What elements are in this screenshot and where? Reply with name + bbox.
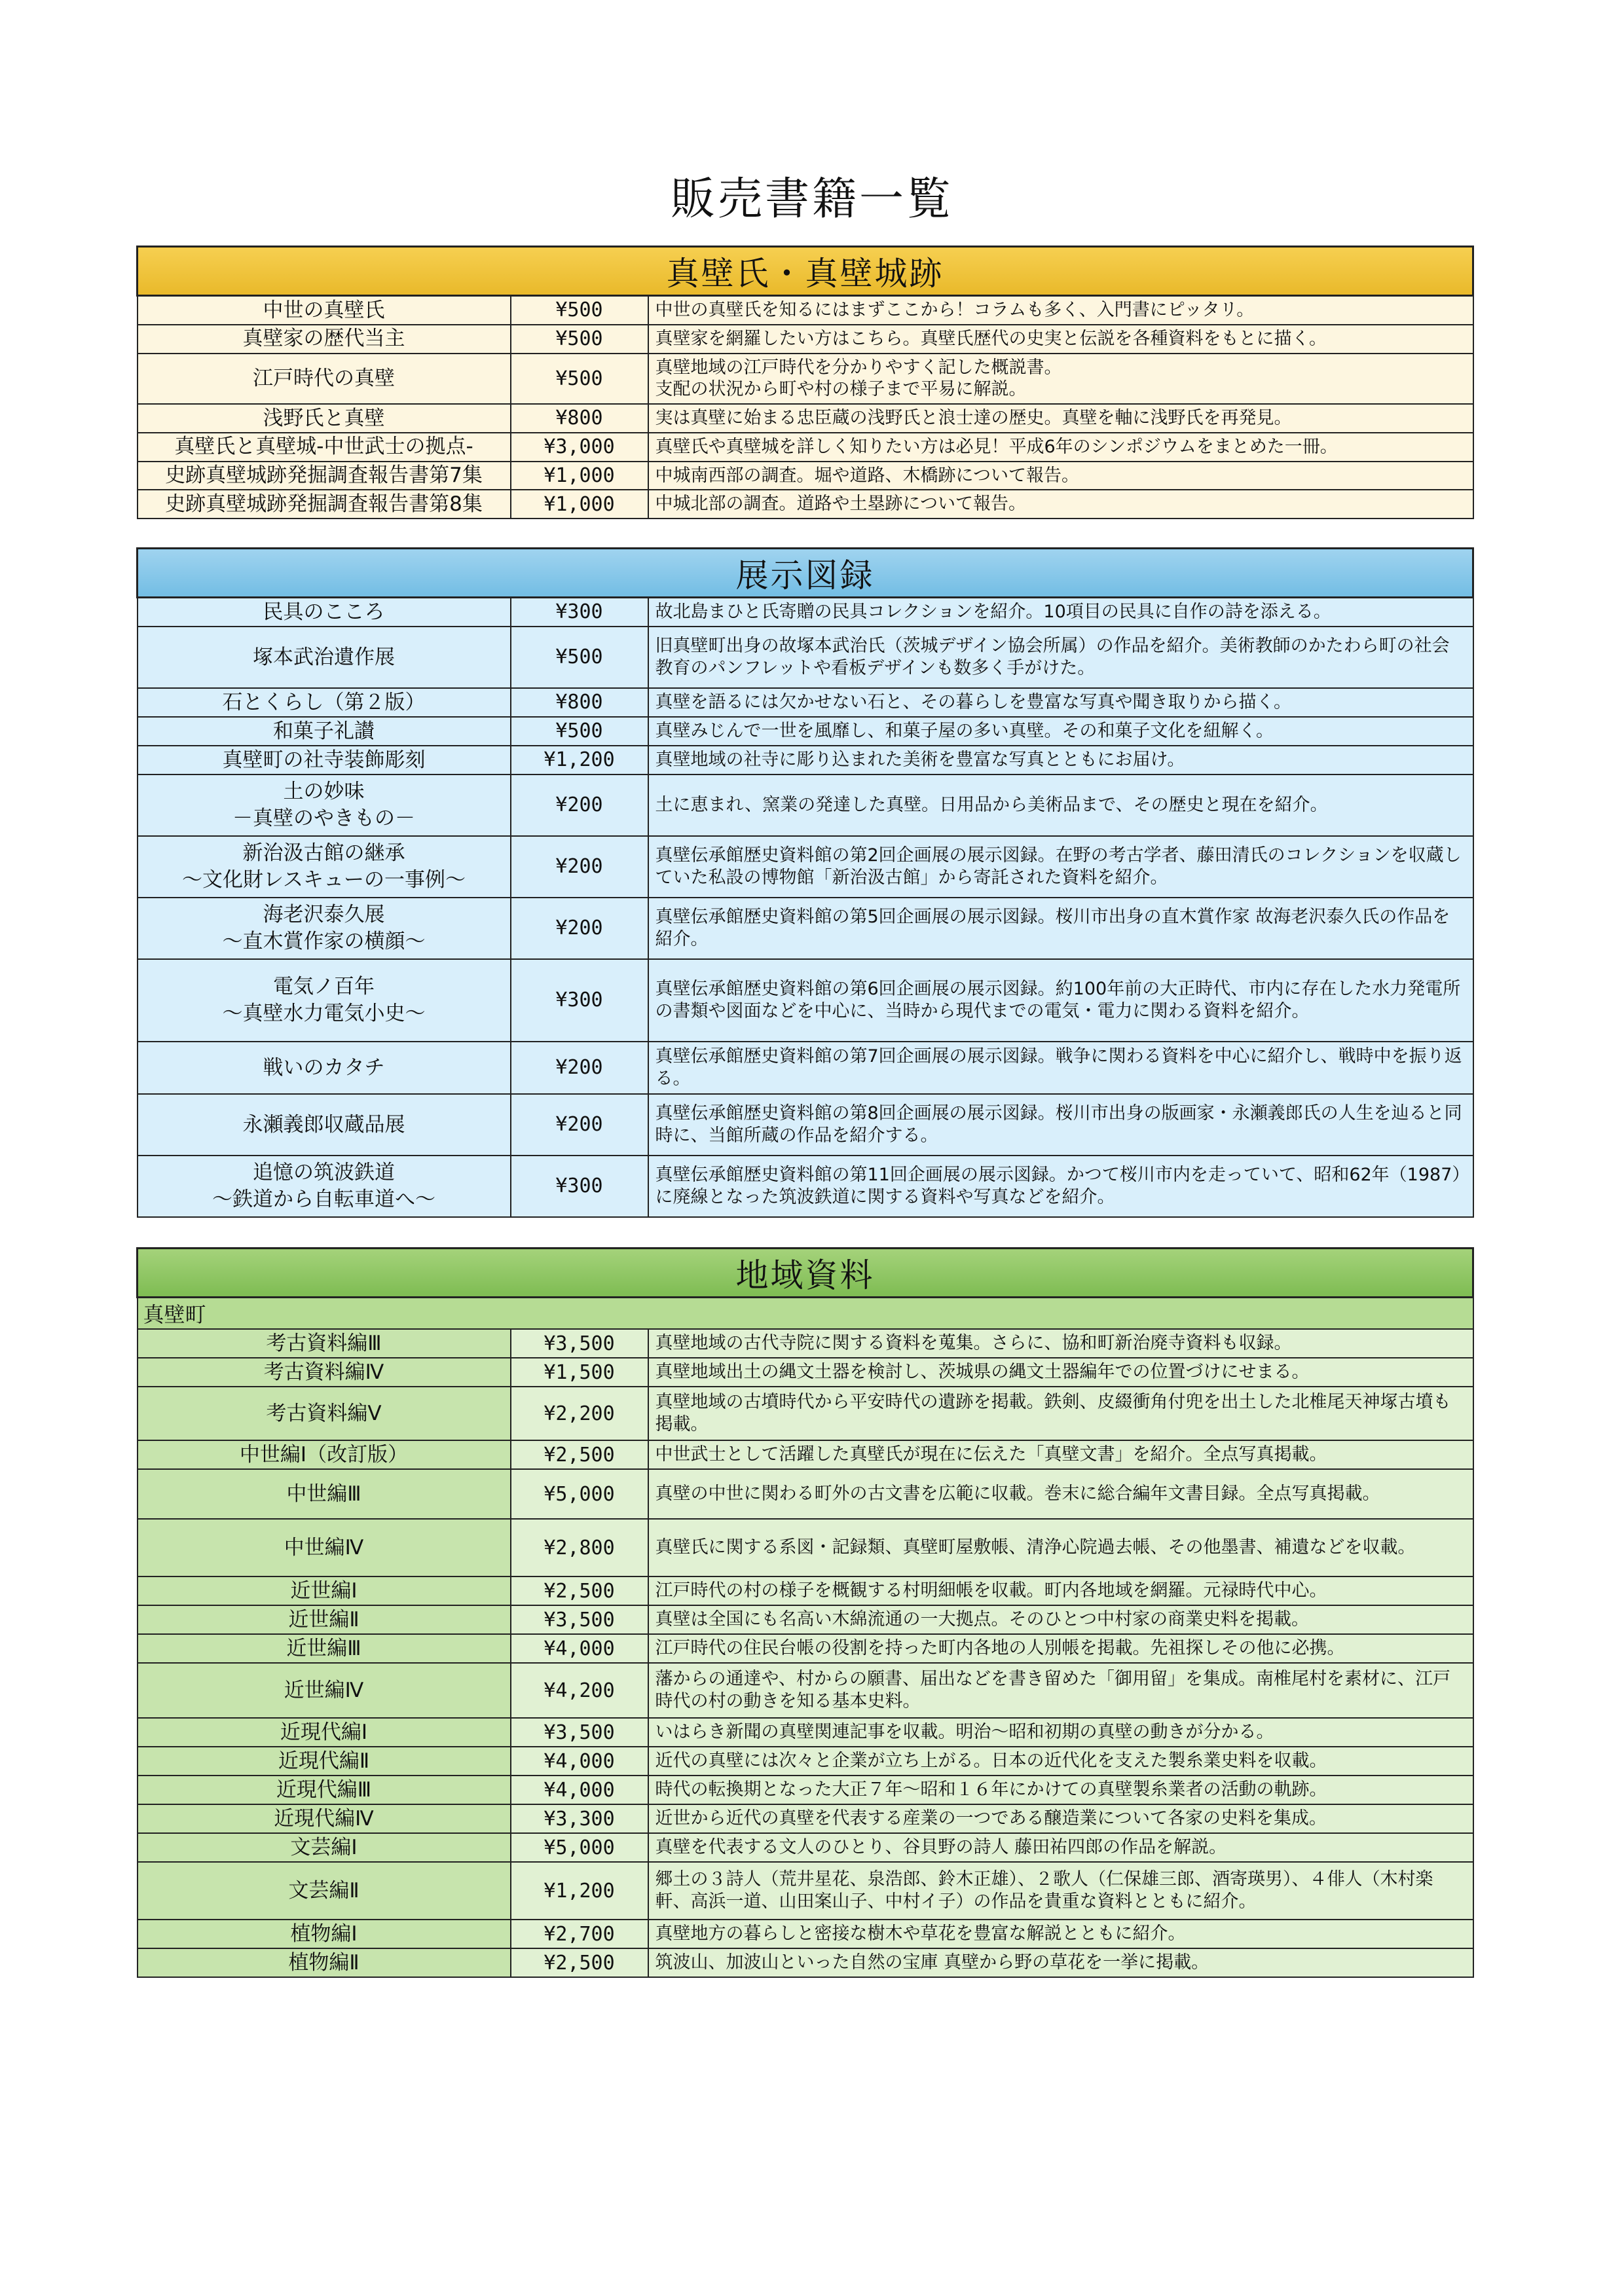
book-title: 追憶の筑波鉄道 ～鉄道から自転車道へ～ [138, 1156, 511, 1217]
book-price: ¥4,200 [511, 1663, 648, 1718]
section-exhibition-catalogs [136, 547, 1472, 1218]
book-description: 旧真壁町出身の故塚本武治氏（茨城デザイン協会所属）の作品を紹介。美術教師のかたわら町の社会教育のパンフレットや看板デザインも数多く手がけた。 [648, 627, 1473, 688]
book-title: 文芸編Ⅱ [138, 1862, 511, 1920]
book-price: ¥3,000 [511, 433, 648, 462]
book-price: ¥4,000 [511, 1776, 648, 1804]
book-title: 考古資料編Ⅳ [138, 1358, 511, 1387]
regional-row [138, 1329, 1473, 1358]
book-row [138, 325, 1473, 354]
book-price: ¥1,000 [511, 490, 648, 519]
regional-row [138, 1718, 1473, 1747]
book-description: 故北島まひと氏寄贈の民具コレクションを紹介。10項目の民具に自作の詩を添える。 [648, 598, 1473, 627]
regional-row [138, 1948, 1473, 1977]
regional-row [138, 1862, 1473, 1920]
book-title: 考古資料編Ⅴ [138, 1387, 511, 1440]
book-price: ¥1,200 [511, 1862, 648, 1920]
catalog-row [138, 627, 1473, 688]
book-title: 史跡真壁城跡発掘調査報告書第8集 [138, 490, 511, 519]
catalog-row [138, 717, 1473, 746]
book-title: 真壁氏と真壁城-中世武士の拠点- [138, 433, 511, 462]
regional-row [138, 1358, 1473, 1387]
book-price: ¥4,000 [511, 1747, 648, 1776]
book-title: 文芸編Ⅰ [138, 1833, 511, 1862]
book-title: 江戸時代の真壁 [138, 354, 511, 405]
book-table [136, 1247, 1474, 1978]
book-price: ¥4,000 [511, 1634, 648, 1663]
regional-row [138, 1634, 1473, 1663]
book-price: ¥3,500 [511, 1718, 648, 1747]
book-description: 藩からの通達や、村からの願書、届出などを書き留めた「御用留」を集成。南椎尾村を素材に、江戸時代の村の動きを知る基本史料。 [648, 1663, 1473, 1718]
book-description: 江戸時代の村の様子を概観する村明細帳を収載。町内各地域を網羅。元禄時代中心。 [648, 1576, 1473, 1605]
book-title: 和菓子礼讃 [138, 717, 511, 746]
book-price: ¥500 [511, 325, 648, 354]
book-title: 中世編Ⅳ [138, 1519, 511, 1576]
book-description: 真壁地域の古代寺院に関する資料を蒐集。さらに、協和町新治廃寺資料も収録。 [648, 1329, 1473, 1358]
book-price: ¥300 [511, 1156, 648, 1217]
catalog-row [138, 836, 1473, 898]
book-description: 土に恵まれ、窯業の発達した真壁。日用品から美術品まで、その歴史と現在を紹介。 [648, 774, 1473, 836]
book-description: 真壁氏や真壁城を詳しく知りたい方は必見！平成6年のシンポジウムをまとめた一冊。 [648, 433, 1473, 462]
book-price: ¥500 [511, 717, 648, 746]
book-description: 真壁地域の江戸時代を分かりやすく記した概説書。 支配の状況から町や村の様子まで平易に解説。 [648, 354, 1473, 405]
book-title: 電気ノ百年 ～真壁水力電気小史～ [138, 959, 511, 1042]
section-header: 展示図録 [138, 549, 1473, 598]
book-description: 中城北部の調査。道路や土塁跡について報告。 [648, 490, 1473, 519]
book-price: ¥5,000 [511, 1833, 648, 1862]
book-title: 塚本武治遺作展 [138, 627, 511, 688]
section-header: 地域資料 [138, 1248, 1473, 1298]
book-description: 真壁を語るには欠かせない石と、その暮らしを豊富な写真や聞き取りから描く。 [648, 688, 1473, 717]
section-regional-materials [136, 1247, 1472, 1978]
book-table [136, 246, 1474, 519]
book-price: ¥1,000 [511, 462, 648, 490]
book-description: 真壁地域の古墳時代から平安時代の遺跡を掲載。鉄剣、皮綴衝角付兜を出土した北椎尾天神塚古墳も掲載。 [648, 1387, 1473, 1440]
book-row [138, 490, 1473, 519]
book-title: 土の妙味 －真壁のやきもの－ [138, 774, 511, 836]
book-row [138, 462, 1473, 490]
regional-row [138, 1469, 1473, 1519]
book-title: 近世編Ⅰ [138, 1576, 511, 1605]
book-description: 真壁伝承館歴史資料館の第6回企画展の展示図録。約100年前の大正時代、市内に存在した水力発電所の書類や図面などを中心に、当時から現代までの電気・電力に関わる資料を紹介。 [648, 959, 1473, 1042]
book-description: 真壁みじんで一世を風靡し、和菓子屋の多い真壁。その和菓子文化を紐解く。 [648, 717, 1473, 746]
book-title: 真壁家の歴代当主 [138, 325, 511, 354]
page-title: 販売書籍一覧 [670, 173, 953, 225]
book-title: 考古資料編Ⅲ [138, 1329, 511, 1358]
book-price: ¥200 [511, 1094, 648, 1156]
book-row [138, 354, 1473, 405]
regional-row [138, 1440, 1473, 1469]
book-title: 石とくらし（第２版） [138, 688, 511, 717]
catalog-row [138, 1156, 1473, 1217]
book-price: ¥2,200 [511, 1387, 648, 1440]
book-description: いはらき新聞の真壁関連記事を収載。明治～昭和初期の真壁の動きが分かる。 [648, 1718, 1473, 1747]
regional-row [138, 1663, 1473, 1718]
book-description: 近世から近代の真壁を代表する産業の一つである醸造業について各家の史料を集成。 [648, 1804, 1473, 1833]
book-description: 中城南西部の調査。堀や道路、木橋跡について報告。 [648, 462, 1473, 490]
book-description: 時代の転換期となった大正７年～昭和１６年にかけての真壁製糸業者の活動の軌跡。 [648, 1776, 1473, 1804]
book-price: ¥500 [511, 354, 648, 405]
book-price: ¥3,500 [511, 1605, 648, 1634]
book-description: 真壁は全国にも名高い木綿流通の一大拠点。そのひとつ中村家の商業史料を掲載。 [648, 1605, 1473, 1634]
book-title: 植物編Ⅱ [138, 1948, 511, 1977]
catalog-row [138, 959, 1473, 1042]
book-title: 近現代編Ⅳ [138, 1804, 511, 1833]
book-row [138, 404, 1473, 433]
book-price: ¥200 [511, 898, 648, 959]
book-title: 中世の真壁氏 [138, 296, 511, 325]
book-price: ¥2,500 [511, 1576, 648, 1605]
catalog-row [138, 1094, 1473, 1156]
section-makabe-castle [136, 246, 1472, 519]
book-price: ¥1,200 [511, 746, 648, 774]
book-description: 真壁伝承館歴史資料館の第8回企画展の展示図録。桜川市出身の版画家・永瀬義郎氏の人生を辿ると同時に、当館所蔵の作品を紹介する。 [648, 1094, 1473, 1156]
book-price: ¥200 [511, 1042, 648, 1094]
book-title: 戦いのカタチ [138, 1042, 511, 1094]
book-price: ¥2,500 [511, 1440, 648, 1469]
regional-row [138, 1920, 1473, 1948]
regional-row [138, 1776, 1473, 1804]
book-price: ¥2,800 [511, 1519, 648, 1576]
book-price: ¥2,500 [511, 1948, 648, 1977]
book-title: 近世編Ⅱ [138, 1605, 511, 1634]
book-description: 真壁を代表する文人のひとり、谷貝野の詩人 藤田祐四郎の作品を解説。 [648, 1833, 1473, 1862]
book-title: 浅野氏と真壁 [138, 404, 511, 433]
book-price: ¥800 [511, 688, 648, 717]
book-price: ¥3,300 [511, 1804, 648, 1833]
book-description: 真壁伝承館歴史資料館の第2回企画展の展示図録。在野の考古学者、藤田清氏のコレクションを収蔵していた私設の博物館「新治汲古館」から寄託された資料を紹介。 [648, 836, 1473, 898]
book-description: 真壁地域出土の縄文土器を検討し、茨城県の縄文土器編年での位置づけにせまる。 [648, 1358, 1473, 1387]
book-description: 真壁伝承館歴史資料館の第11回企画展の展示図録。かつて桜川市内を走っていて、昭和62年（1987）に廃線となった筑波鉄道に関する資料や写真などを紹介。 [648, 1156, 1473, 1217]
regional-row [138, 1747, 1473, 1776]
book-title: 近現代編Ⅲ [138, 1776, 511, 1804]
book-description: 真壁氏に関する系図・記録類、真壁町屋敷帳、清浄心院過去帳、その他墨書、補遺などを収載。 [648, 1519, 1473, 1576]
book-description: 真壁地域の社寺に彫り込まれた美術を豊富な写真とともにお届け。 [648, 746, 1473, 774]
book-title: 近世編Ⅳ [138, 1663, 511, 1718]
book-description: 中世の真壁氏を知るにはまずここから！コラムも多く、入門書にピッタリ。 [648, 296, 1473, 325]
catalog-row [138, 1042, 1473, 1094]
book-price: ¥500 [511, 627, 648, 688]
catalog-row [138, 598, 1473, 627]
regional-row [138, 1519, 1473, 1576]
book-price: ¥800 [511, 404, 648, 433]
section-subheader: 真壁町 [138, 1298, 1473, 1330]
book-description: 中世武士として活躍した真壁氏が現在に伝えた「真壁文書」を紹介。全点写真掲載。 [648, 1440, 1473, 1469]
book-description: 江戸時代の住民台帳の役割を持った町内各地の人別帳を掲載。先祖探しその他に必携。 [648, 1634, 1473, 1663]
regional-row [138, 1605, 1473, 1634]
book-title: 海老沢泰久展 ～直木賞作家の横顔～ [138, 898, 511, 959]
book-description: 実は真壁に始まる忠臣蔵の浅野氏と浪士達の歴史。真壁を軸に浅野氏を再発見。 [648, 404, 1473, 433]
book-price: ¥200 [511, 774, 648, 836]
regional-row [138, 1833, 1473, 1862]
regional-row [138, 1804, 1473, 1833]
book-title: 中世編Ⅰ（改訂版） [138, 1440, 511, 1469]
book-row [138, 433, 1473, 462]
book-title: 近現代編Ⅰ [138, 1718, 511, 1747]
book-description: 近代の真壁には次々と企業が立ち上がる。日本の近代化を支えた製糸業史料を収載。 [648, 1747, 1473, 1776]
book-price: ¥1,500 [511, 1358, 648, 1387]
book-price: ¥2,700 [511, 1920, 648, 1948]
catalog-row [138, 688, 1473, 717]
regional-row [138, 1576, 1473, 1605]
book-description: 真壁家を網羅したい方はこちら。真壁氏歴代の史実と伝説を各種資料をもとに描く。 [648, 325, 1473, 354]
catalog-row [138, 774, 1473, 836]
book-description: 真壁伝承館歴史資料館の第5回企画展の展示図録。桜川市出身の直木賞作家 故海老沢泰久氏の作品を紹介。 [648, 898, 1473, 959]
book-price: ¥300 [511, 959, 648, 1042]
book-title: 真壁町の社寺装飾彫刻 [138, 746, 511, 774]
book-title: 近現代編Ⅱ [138, 1747, 511, 1776]
book-title: 新治汲古館の継承 ～文化財レスキューの一事例～ [138, 836, 511, 898]
regional-row [138, 1387, 1473, 1440]
book-title: 史跡真壁城跡発掘調査報告書第7集 [138, 462, 511, 490]
book-title: 植物編Ⅰ [138, 1920, 511, 1948]
catalog-row [138, 898, 1473, 959]
book-title: 永瀬義郎収蔵品展 [138, 1094, 511, 1156]
book-title: 民具のこころ [138, 598, 511, 627]
book-price: ¥3,500 [511, 1329, 648, 1358]
book-title: 中世編Ⅲ [138, 1469, 511, 1519]
book-price: ¥500 [511, 296, 648, 325]
book-price: ¥5,000 [511, 1469, 648, 1519]
book-row [138, 296, 1473, 325]
book-description: 真壁の中世に関わる町外の古文書を広範に収載。巻末に総合編年文書目録。全点写真掲載。 [648, 1469, 1473, 1519]
book-price: ¥300 [511, 598, 648, 627]
book-description: 真壁地方の暮らしと密接な樹木や草花を豊富な解説とともに紹介。 [648, 1920, 1473, 1948]
book-title: 近世編Ⅲ [138, 1634, 511, 1663]
section-header: 真壁氏・真壁城跡 [138, 247, 1473, 296]
book-table [136, 547, 1474, 1218]
book-description: 筑波山、加波山といった自然の宝庫 真壁から野の草花を一挙に掲載。 [648, 1948, 1473, 1977]
book-description: 真壁伝承館歴史資料館の第7回企画展の展示図録。戦争に関わる資料を中心に紹介し、戦時中を振り返る。 [648, 1042, 1473, 1094]
book-price: ¥200 [511, 836, 648, 898]
catalog-row [138, 746, 1473, 774]
book-description: 郷土の３詩人（荒井星花、泉浩郎、鈴木正雄）、２歌人（仁保雄三郎、酒寄瑛男）、４俳人（木村楽軒、高浜一道、山田案山子、中村イ子）の作品を貴重な資料とともに紹介。 [648, 1862, 1473, 1920]
